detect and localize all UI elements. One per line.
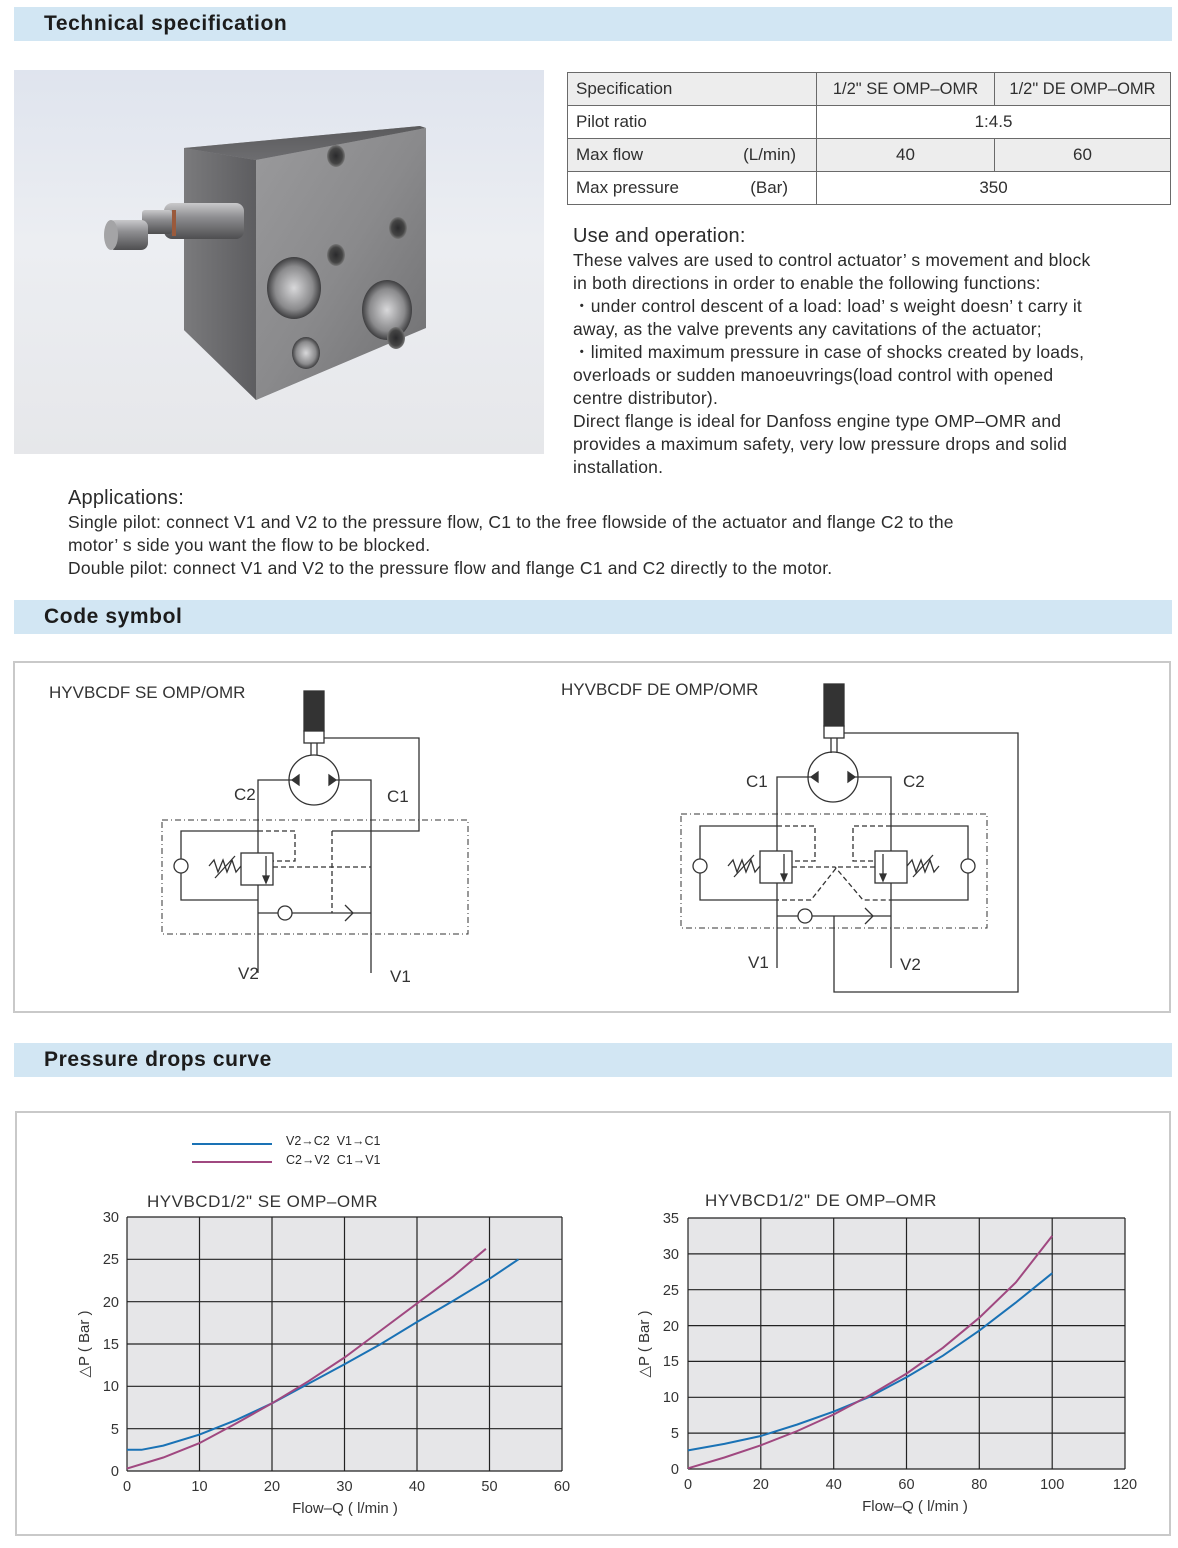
port-label-c1: C1 <box>387 787 409 806</box>
y-ticks <box>663 1211 679 1478</box>
diagram-title-se: HYVBCDF SE OMP/OMR <box>49 683 246 702</box>
applications-line: Double pilot: connect V1 and V2 to the pressure flow and flange C1 and C2 directly to the motor. <box>68 558 833 578</box>
spec-value: 1:4.5 <box>817 106 1171 139</box>
spec-value-se: 40 <box>817 139 995 172</box>
applications-line: Single pilot: connect V1 and V2 to the pressure flow, C1 to the free flowside of the actuator and flange C2 to the <box>68 512 954 532</box>
section-title: Technical specification <box>44 12 288 35</box>
use-line: These valves are used to control actuator’ s movement and block <box>573 250 1091 270</box>
chart-title: HYVBCD1/2" SE OMP–OMR <box>147 1192 378 1211</box>
chart-title: HYVBCD1/2" DE OMP–OMR <box>705 1191 937 1210</box>
chart-de <box>17 1113 1169 1534</box>
svg-text:100: 100 <box>1040 1477 1065 1493</box>
svg-text:50: 50 <box>481 1479 498 1495</box>
port-label-v2: V2 <box>900 955 921 974</box>
spec-row-max-flow <box>568 139 1171 172</box>
use-operation-heading: Use and operation: <box>573 225 746 247</box>
svg-text:0: 0 <box>110 1464 119 1480</box>
svg-text:80: 80 <box>971 1477 988 1493</box>
port-label-v2: V2 <box>238 964 259 983</box>
spec-header-label: Specification <box>568 73 817 106</box>
svg-text:60: 60 <box>898 1477 915 1493</box>
svg-text:30: 30 <box>662 1247 679 1263</box>
spec-table <box>567 72 1171 205</box>
spec-label-cell <box>568 139 817 172</box>
use-operation-block <box>573 223 1173 479</box>
section-header-code-symbol <box>14 600 1172 634</box>
svg-text:25: 25 <box>662 1283 679 1299</box>
use-line: installation. <box>573 457 664 477</box>
code-symbol-panel <box>13 661 1171 1013</box>
port-label-c2: C2 <box>234 785 256 804</box>
svg-text:20: 20 <box>263 1479 281 1495</box>
svg-text:20: 20 <box>102 1295 119 1311</box>
svg-text:20: 20 <box>662 1319 679 1335</box>
svg-text:30: 30 <box>336 1479 353 1495</box>
spec-table-header-row <box>568 73 1171 106</box>
svg-text:40: 40 <box>408 1479 426 1495</box>
x-axis-label: Flow–Q ( l/min ) <box>292 1500 398 1517</box>
section-title: Pressure drops curve <box>44 1048 272 1071</box>
legend-label: V2→C2 V1→C1 <box>286 1134 381 1148</box>
applications-block <box>68 485 1148 580</box>
svg-text:0: 0 <box>122 1479 132 1495</box>
use-line: provides a maximum safety, very low pressure drops and solid <box>573 434 1068 454</box>
spec-label: Pilot ratio <box>568 106 817 139</box>
port-label-c1: C1 <box>746 772 768 791</box>
use-line: Direct flange is ideal for Danfoss engine type OMP–OMR and <box>573 411 1062 431</box>
svg-text:120: 120 <box>1112 1477 1138 1493</box>
svg-text:10: 10 <box>102 1379 119 1395</box>
pressure-drop-charts-panel <box>15 1111 1171 1536</box>
svg-text:40: 40 <box>825 1477 842 1493</box>
spec-value-de: 60 <box>995 139 1171 172</box>
y-axis-label: △P ( Bar ) <box>636 1310 653 1378</box>
svg-text:0: 0 <box>670 1462 679 1478</box>
svg-text:15: 15 <box>662 1354 679 1370</box>
spec-value: 350 <box>817 172 1171 205</box>
spec-row-max-pressure <box>568 172 1171 205</box>
spec-header-de: 1/2" DE OMP–OMR <box>995 73 1171 106</box>
svg-text:60: 60 <box>553 1479 571 1495</box>
section-header-pressure-drops <box>14 1043 1172 1077</box>
use-line: overloads or sudden manoeuvrings(load control with opened <box>573 365 1054 385</box>
applications-line: motor’ s side you want the flow to be blocked. <box>68 535 431 555</box>
svg-text:10: 10 <box>191 1479 208 1495</box>
spec-label: Max pressure <box>576 178 679 197</box>
valve-block-illustration <box>14 70 544 454</box>
port-label-v1: V1 <box>748 953 769 972</box>
svg-text:5: 5 <box>670 1426 679 1442</box>
use-line: ・limited maximum pressure in case of shocks created by loads, <box>573 342 1085 362</box>
hydraulic-schematic-de <box>15 663 1169 1011</box>
section-header-technical-spec <box>14 7 1172 41</box>
svg-text:15: 15 <box>102 1337 119 1353</box>
spec-row-pilot-ratio <box>568 106 1171 139</box>
spec-header-se: 1/2" SE OMP–OMR <box>817 73 995 106</box>
use-line: away, as the valve prevents any cavitations of the actuator; <box>573 319 1042 339</box>
legend-label: C2→V2 C1→V1 <box>286 1153 381 1167</box>
svg-text:10: 10 <box>662 1390 679 1406</box>
spec-label-cell <box>568 172 817 205</box>
svg-text:5: 5 <box>110 1422 119 1438</box>
diagram-title-de: HYVBCDF DE OMP/OMR <box>561 680 759 699</box>
x-axis-label: Flow–Q ( l/min ) <box>862 1498 968 1515</box>
spec-unit: (Bar) <box>750 178 788 197</box>
use-line: ・under control descent of a load: load’ s weight doesn’ t carry it <box>573 296 1082 316</box>
svg-text:30: 30 <box>102 1210 119 1226</box>
svg-text:20: 20 <box>752 1477 769 1493</box>
y-axis-label: △P ( Bar ) <box>76 1310 93 1378</box>
svg-text:0: 0 <box>683 1477 693 1493</box>
product-image <box>14 70 544 454</box>
spec-label: Max flow <box>576 145 644 164</box>
x-ticks <box>684 1477 1137 1493</box>
spec-unit: (L/min) <box>743 145 796 164</box>
svg-text:25: 25 <box>102 1252 119 1268</box>
port-label-c2: C2 <box>903 772 925 791</box>
section-title: Code symbol <box>44 605 183 628</box>
svg-text:35: 35 <box>662 1211 679 1227</box>
applications-heading: Applications: <box>68 487 184 509</box>
port-label-v1: V1 <box>390 967 411 986</box>
use-line: in both directions in order to enable the following functions: <box>573 273 1041 293</box>
use-line: centre distributor). <box>573 388 719 408</box>
